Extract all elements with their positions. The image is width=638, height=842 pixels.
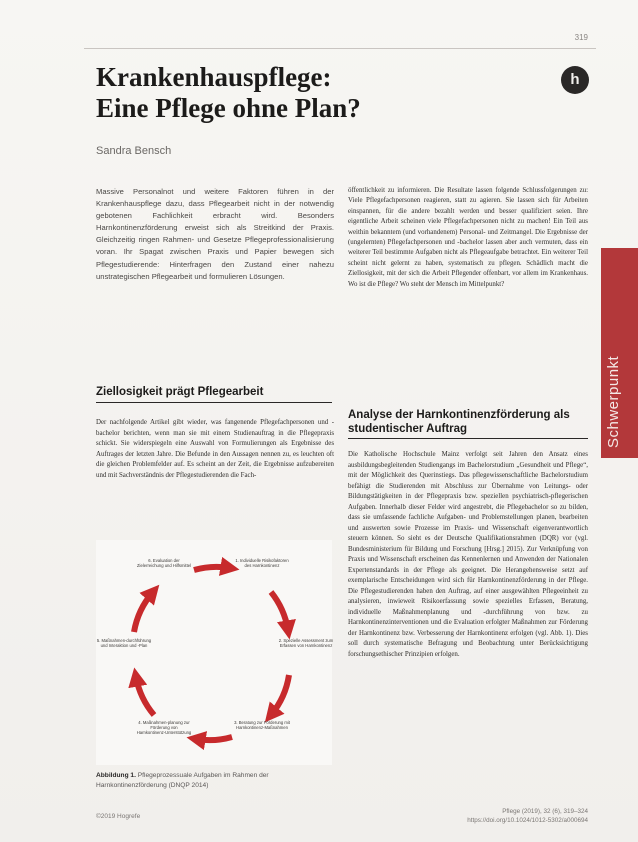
title-line-2: Eine Pflege ohne Plan? <box>96 93 361 123</box>
cycle-arrows <box>96 540 332 765</box>
section-heading-analyse: Analyse der Harnkontinenzförderung als studentischer Auftrag <box>348 408 588 439</box>
title-line-1: Krankenhauspflege: <box>96 62 332 92</box>
cycle-step-2: 2. Spezielle Assessment zum Erfassen von Harnkontinenz <box>278 638 334 649</box>
cycle-step-4: 4. Maßnahmen-planung zur Förderung von Harnkontinenz-Unterstützung <box>136 720 192 736</box>
page-number: 319 <box>574 33 588 42</box>
caption-label: Abbildung 1. <box>96 772 136 779</box>
publisher-logo: h <box>561 66 589 94</box>
section-tab-label: Schwerpunkt <box>605 355 622 448</box>
section-body-analyse: Die Katholische Hochschule Mainz verfolgt seit Jahren den Ansatz eines ausbildungsbegleitenden Studiengangs im Bachelorstudium „Gesundheit und Pflege“, mit der Möglichkeit des Querinstiegs. Das pflegewissenschaftliche Bachelorstudium befähigt die Studierenden mit Abschluss zur Übernahme von Leitungs- oder Bildungstätigkeiten in der Pflegepraxis bzw. speziellen psychiatrisch-pflegerischen Aufgaben. Innerhalb dieser Felder wird angestrebt, die Pflegebachelor so zu bilden, dass sie umfassende fachliche Aufgaben- und Problemstellungen planen, bearbeiten und auswerten sowie Prozesse im Praxis- und Wissenschaft eigenverantwortlich steuern können. So sieht es der Deutsche Qualifikationsrahmen (DQR) vor (vgl. Bundesministerium für Bildung und Forschung [Hrsg.] 2015). Zur Verknüpfung von Praxis und Wissenschaft erscheinen das Kennenlernen und Anwenden der Nationalen Expertenstandards in der Pflege als geeignet. Die Herangehensweise setzt auf exemplarische Entscheidungen wird sich für Harnkontinenzförderung in der Pflege. Die Pflegestudierenden haben den Auftrag, auf einer ausgewählten Pflegeeinheit zu analysieren, inwieweit Risikoerfassung sowie spezielles Erfassen, Beratung, individuelle Maßnahmenplanung und -durchführung von bzw. zu Harnkontinenzinterventionen und die Evaluation erfolgter Maßnahmen zur Förderung der Harnkontinenz bzw. Verbesserung der Harnkontinenz erfolgen (vgl. Abb. 1). Dies soll durch systematische Befragung und Beobachtung unter Berücksichtigung forschungsethischer Prinzipien erfolgen. <box>348 451 588 658</box>
cycle-arrow-5 <box>136 677 154 715</box>
footer-copyright: ©2019 Hogrefe <box>96 813 141 820</box>
section-body-ziellosigkeit: Der nachfolgende Artikel gibt wieder, was fangenende Pflegefachpersonen und -bachelor berichten, wenn man sie mit einem Studienauftrag in die Pflegepraxis schickt. Sie widerspiegeln eine Auswahl von Formulierungen als Ergebnisse des Auftrages der letzten Jahre. Die Befunde in den Aussagen nennen zu, es leuchten oft die gleichen Problemfelder auf. Es scheint an der Zeit, die Ergebnisse aufzubereiten und mit Sachverständnis der Pflegestudierenden die Fach- <box>96 419 334 479</box>
cycle-arrow-3 <box>271 675 289 715</box>
cycle-step-5: 5. Maßnahmen-durchführung und Interaktion und -Plan <box>96 638 152 649</box>
cycle-arrow-4 <box>196 737 232 740</box>
caption-text: Pflegeprozessuale Aufgaben im Rahmen der Harnkontinenzförderung (DNQP 2014) <box>96 772 269 789</box>
figure-care-process-cycle <box>96 540 332 765</box>
cycle-arrow-2 <box>271 592 288 630</box>
footer-citation: Pflege (2019), 32 (6), 319–324 https://doi.org/10.1024/1012-5302/a000694 <box>467 808 588 824</box>
section-heading-ziellosigkeit: Ziellosigkeit prägt Pflegearbeit <box>96 385 332 403</box>
cycle-arrow-6 <box>134 592 153 632</box>
cycle-step-6: 6. Evaluation der Zielerreichung und Hilfsmittel <box>137 558 191 569</box>
header-rule <box>84 48 596 49</box>
abstract: Massive Personalnot und weitere Faktoren führen in der Krankenhauspflege dazu, dass Pflegearbeit nicht in der notwendig gebotenen Fachlichkeit erbracht wird. Besonders Harnkontinenzförderung erweist sich als Streitkind der Praxis. Gleichzeitig ringen Rahmen- und Gesetze Pflegeprofessionalisierung voran. Ihr Spagat zwischen Praxis und Papier bewegen sich Pflegestudierende: Hinterfragen den Zustand einer nahezu unstrategischen Pflegearbeit und formulieren Lösungen. <box>96 187 334 281</box>
author-name: Sandra Bensch <box>96 145 172 157</box>
section-tab <box>601 248 638 458</box>
figure-caption <box>96 771 336 790</box>
cycle-step-3: 3. Beratung zur Förderung mit Harnkontinenz-Maßnahmen <box>234 720 290 731</box>
cycle-step-1: 1. Individuelle Risikofaktoren des Harnkontinenz <box>235 558 289 569</box>
article-title <box>96 62 516 124</box>
cycle-arrow-1 <box>194 567 230 570</box>
right-column-intro: öffentlichkeit zu informieren. Die Resultate lassen folgende Schlussfolgerungen zu: Viele Pflegefachpersonen reagieren, statt zu agieren. Sie lassen sich für Arbeiten einspannen, für die andere bezahlt werden und besser qualifiziert seien. Ihre eigentliche Arbeit scheinen viele Pflegefachpersonen nicht zu machen! Ein Teil aus weithin bekanntem (und vorhandenem) Personal- und Zeitmangel. Die Ergebnisse der (ungelernten) Pflegefachpersonen und -bachelor lassen aber auch vermuten, dass ein weiterer Teil bestimmte Aufgaben nicht als Pflegeaufgabe betrachtet. Ein weiterer Teil scheint nicht gelernt zu haben, systematisch zu pflegen. Schädlich macht die Ziellosigkeit, mit der sich die Arbeit Pflegender offenbart, vor allem im Krankenhaus. Wo ist die Pflege? Wo steht der Mensch im Mittelpunkt? <box>348 187 588 288</box>
